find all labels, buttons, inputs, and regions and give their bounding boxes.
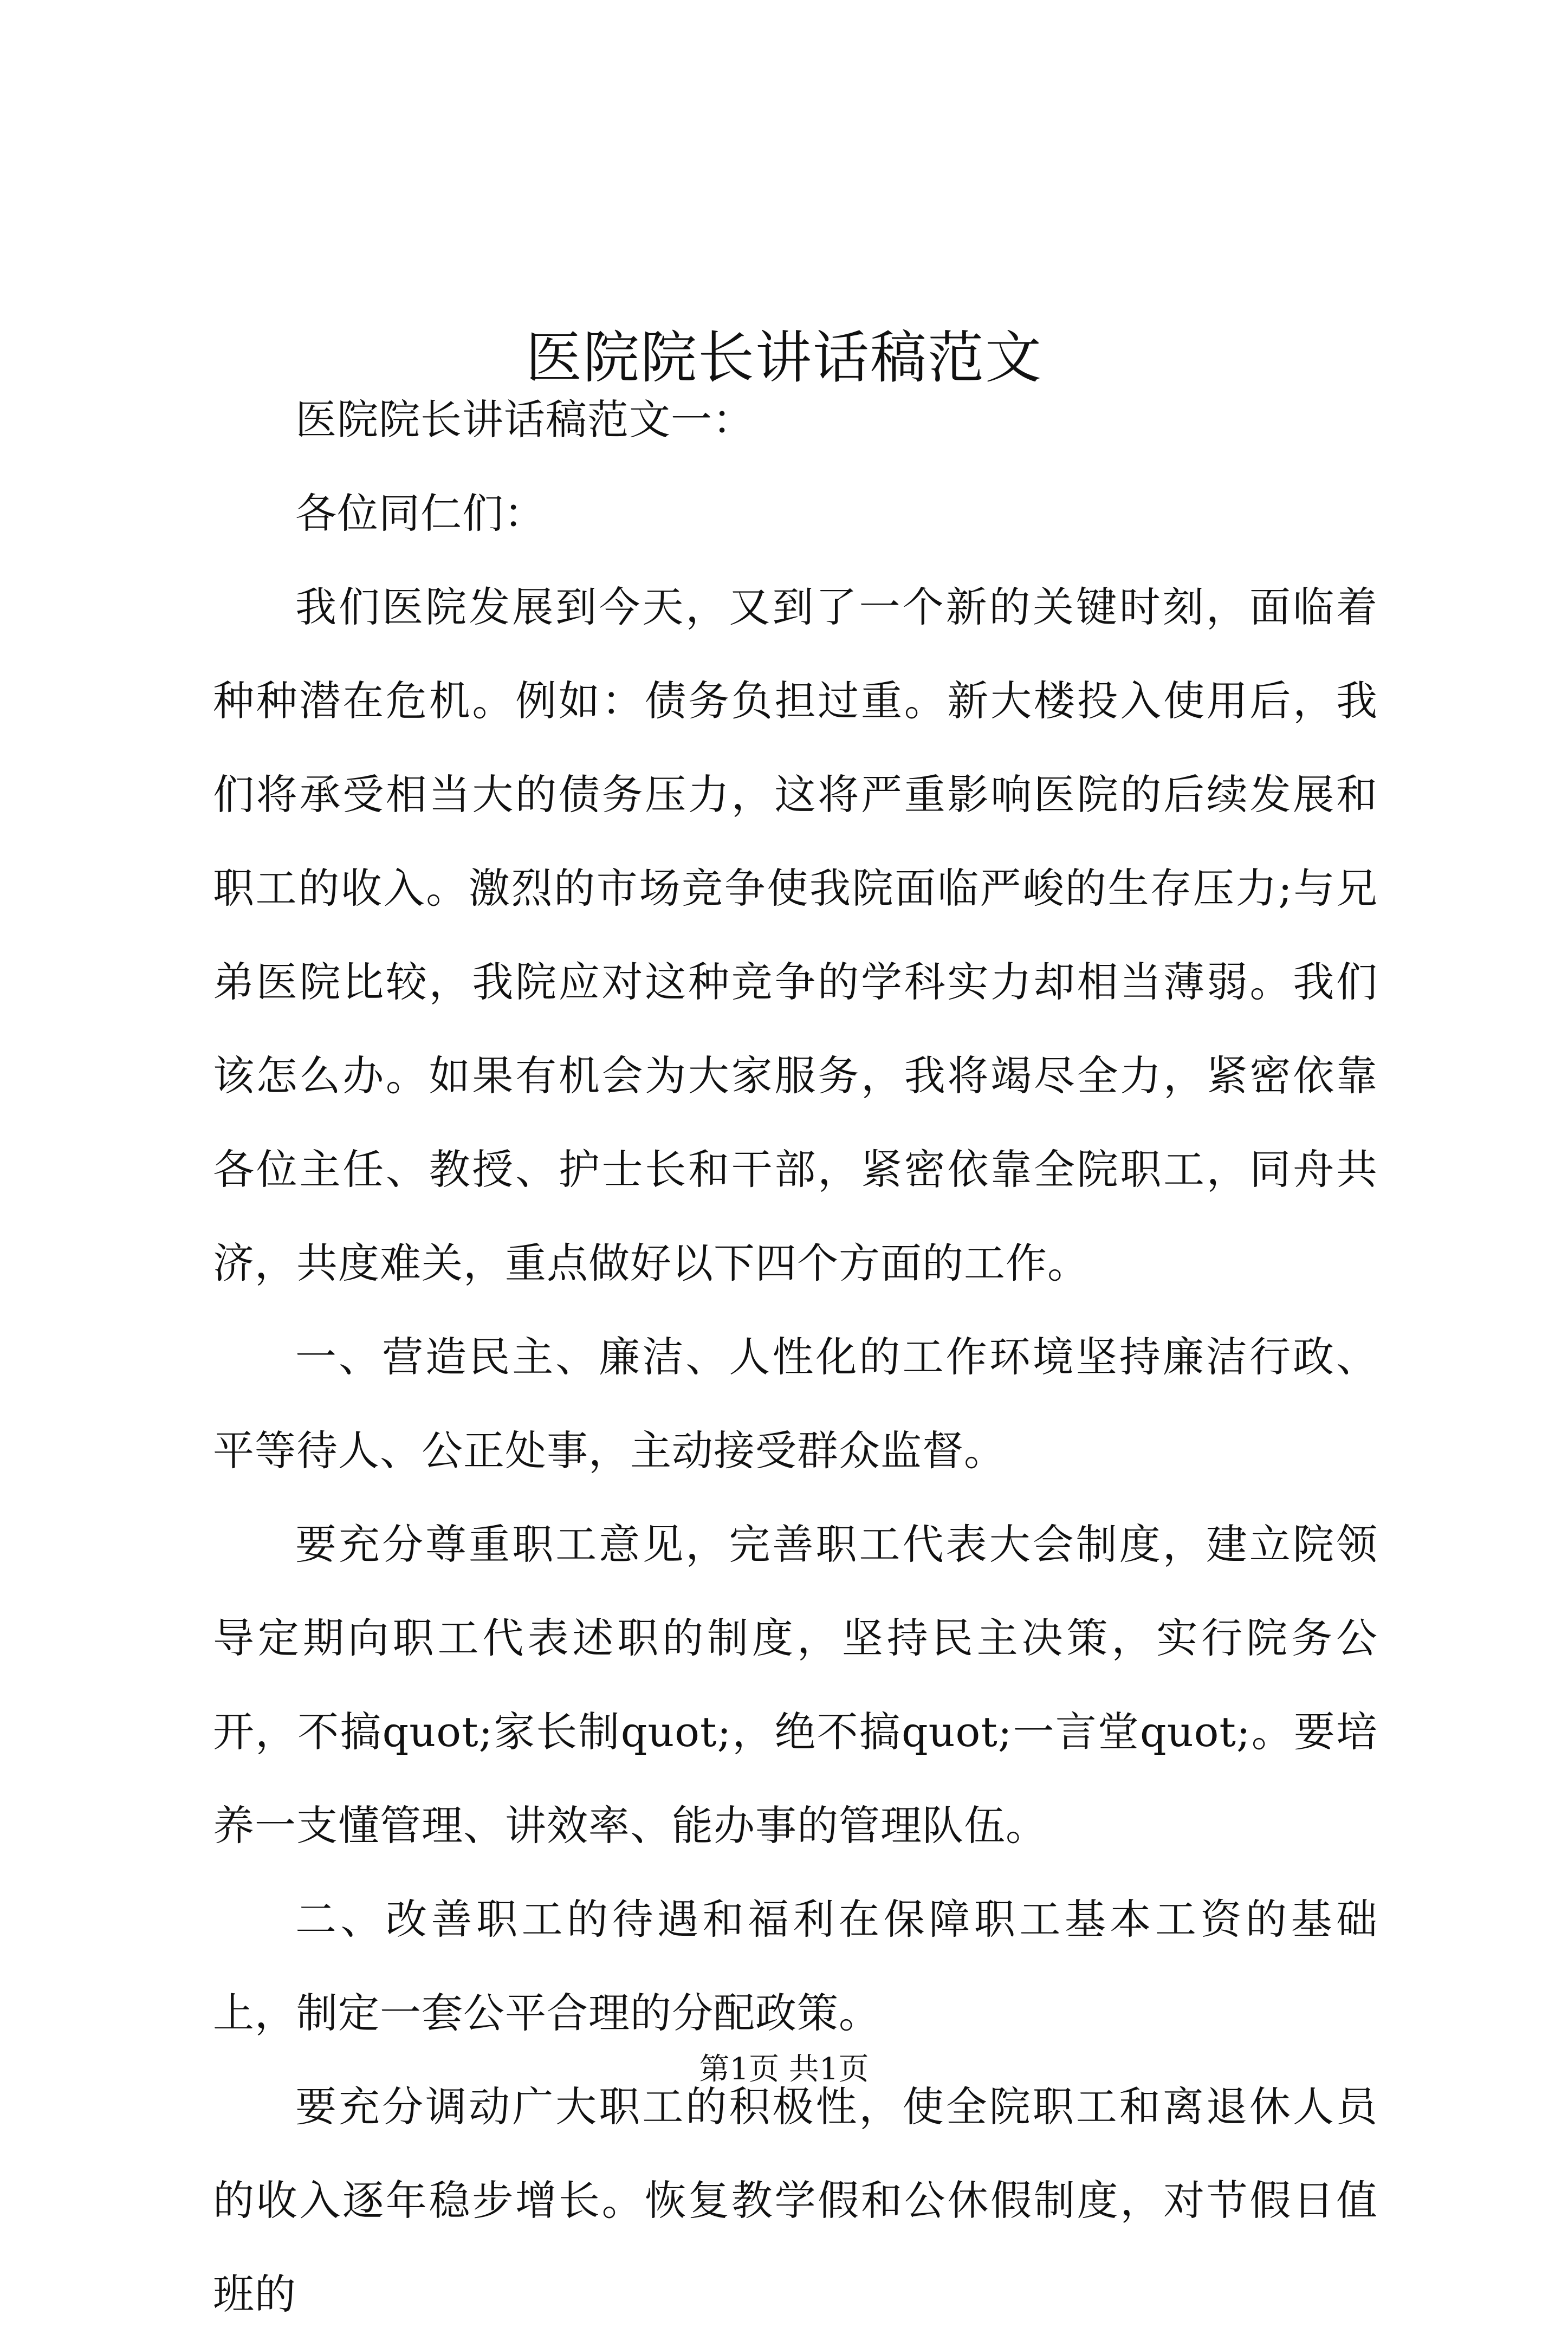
paragraph-subtitle: 医院院长讲话稿范文一：	[295, 395, 754, 444]
paragraph-intro: 我们医院发展到今天，又到了一个新的关键时刻，面临着种种潜在危机。例如：债务负担过重。新大楼投入使用后，我们将承受相当大的债务压力，这将严重影响医院的后续发展和职工的收入。激烈的市场竞争使我院面临严峻的生存压力;与兄弟医院比较，我院应对这种竞争的学科实力却相当薄弱。我们该怎么办。如果有机会为大家服务，我将竭尽全力，紧密依靠各位主任、教授、护士长和干部，紧密依靠全院职工，同舟共济，共度难关，重点做好以下四个方面的工作。	[213, 583, 1378, 1287]
document-body	[213, 373, 1378, 2341]
paragraph-point-two: 二、改善职工的待遇和福利在保障职工基本工资的基础上，制定一套公平合理的分配政策。	[213, 1895, 1378, 2037]
document-title: 医院院长讲话稿范文	[525, 324, 1042, 391]
page-footer: 第1页 共1页	[699, 2052, 869, 2087]
paragraph-point-two-detail: 要充分调动广大职工的积极性，使全院职工和离退休人员的收入逐年稳步增长。恢复教学假和公休假制度，对节假日值班的	[213, 2083, 1378, 2318]
paragraph-point-one-detail: 要充分尊重职工意见，完善职工代表大会制度，建立院领导定期向职工代表述职的制度，坚持民主决策，实行院务公开，不搞quot;家长制quot;，绝不搞quot;一言堂quot;。要培养一支懂管理、讲效率、能办事的管理队伍。	[213, 1520, 1378, 1850]
paragraph-salutation: 各位同仁们：	[295, 489, 546, 537]
paragraph-point-one: 一、营造民主、廉洁、人性化的工作环境坚持廉洁行政、平等待人、公正处事，主动接受群众监督。	[213, 1333, 1378, 1475]
